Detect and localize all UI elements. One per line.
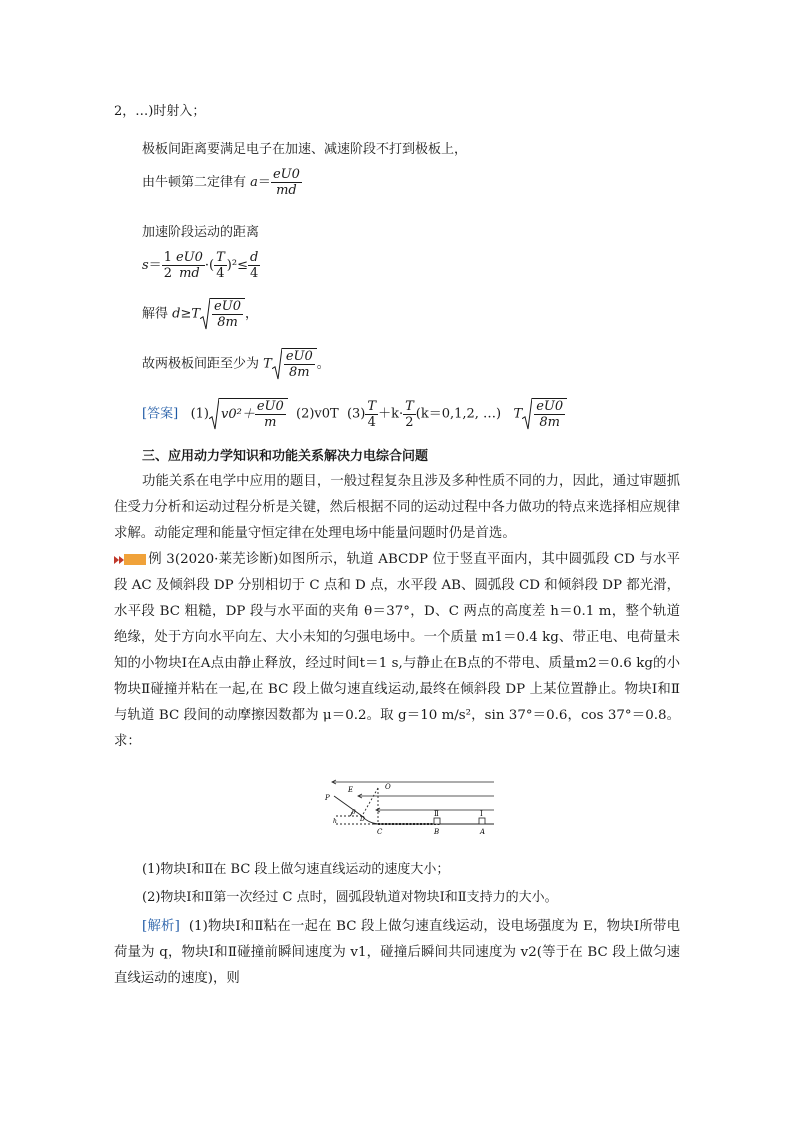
fraction-denominator: md xyxy=(179,266,200,281)
question-2: (2)物块Ⅰ和Ⅱ第一次经过 C 点时，圆弧段轨道对物块Ⅰ和Ⅱ支持力的大小。 xyxy=(142,890,558,905)
fraction-eU0-m xyxy=(255,399,286,430)
answer-4-T: T xyxy=(513,406,523,422)
label-A: A xyxy=(480,828,486,836)
sqrt-eU0-8m xyxy=(200,298,245,330)
fraction-T-4 xyxy=(214,250,227,281)
fraction-denominator: 2 xyxy=(163,266,172,281)
fraction-numerator: eU0 xyxy=(285,349,313,364)
fraction-denominator: 8m xyxy=(539,415,560,430)
answer-tag: [答案] xyxy=(142,406,179,422)
sqrt-answer-1 xyxy=(209,398,288,430)
label-C: C xyxy=(377,828,383,836)
label-block-i: Ⅰ xyxy=(480,810,483,818)
fraction-eU0-md xyxy=(174,250,205,281)
text-line-continuation: 2，…)时射入； xyxy=(114,104,206,119)
fraction-denominator: m xyxy=(264,415,277,430)
fraction-eU0-8m xyxy=(284,349,315,380)
section-heading: 三、应用动力学知识和功能关系解决力电综合问题 xyxy=(142,449,429,464)
radical-icon xyxy=(209,398,219,430)
var-s: s xyxy=(142,258,149,273)
fraction-denominator: 8m xyxy=(217,315,238,330)
comma: ， xyxy=(244,306,258,322)
fraction-T-4 xyxy=(365,399,378,430)
radical-icon xyxy=(200,298,210,330)
fraction-numerator: eU0 xyxy=(175,250,203,265)
answer-3-plus-k: ＋k· xyxy=(378,406,404,422)
fraction-numerator: T xyxy=(405,398,414,414)
analysis-paragraph xyxy=(114,914,680,992)
fraction-numerator: 1 xyxy=(163,250,172,265)
var-a: a xyxy=(250,175,258,190)
equals-sign: ＝ xyxy=(148,258,162,273)
fraction-numerator: eU0 xyxy=(256,399,284,414)
answer-part-2: (2)v0T xyxy=(296,406,339,422)
fraction-numerator: d xyxy=(249,250,259,265)
text-prefix: 解得 xyxy=(142,306,169,322)
fraction-d-4 xyxy=(248,250,260,281)
answer-1-velocity: v0²＋ xyxy=(220,407,255,422)
label-block-ii: Ⅱ xyxy=(434,810,439,818)
fraction-numerator: eU0 xyxy=(536,399,564,414)
fraction-eU0-8m xyxy=(534,399,565,430)
fraction-numerator: T xyxy=(367,398,377,414)
fraction-eU0-8m xyxy=(212,299,243,330)
inequality-d-T: d≥T xyxy=(172,306,201,322)
text-line-distance: 加速阶段运动的距离 xyxy=(142,225,260,240)
answer-part-3: (3) xyxy=(346,406,366,422)
square-leq: )²≤ xyxy=(226,258,248,273)
fraction-denominator: 4 xyxy=(216,266,225,281)
fraction-denominator: md xyxy=(276,183,297,198)
text-line-condition: 极板间距离要满足电子在加速、减速阶段不打到极板上， xyxy=(142,142,468,157)
dot-paren: ·( xyxy=(204,258,215,273)
fraction-numerator: eU0 xyxy=(272,167,300,182)
incline-and-arc xyxy=(334,788,378,824)
equation-min-distance xyxy=(142,348,330,380)
example-label: 例 3 xyxy=(148,552,175,567)
equals-sign: ＝ xyxy=(257,175,271,190)
example-text: (2020·莱芜诊断)如图所示，轨道 ABCDP 位于竖直平面内，其中圆弧段 CD 与水平段 AC 及倾斜段 DP 分别相切于 C 点和 D 点，水平段 AB、圆弧段 CD 和倾斜段 DP 都光滑，水平段 BC 粗糙，DP 段与水平面的夹角 θ＝37°，D、C 两点的高度差 h＝0.1 m，整个轨道绝缘，处于方向水平向左、大小未知的匀强电场中。一个质量 m1＝0.4 kg、带正电、电荷量未知的小物块Ⅰ在A点由静止释放，经过时间t＝1 s,与静止在B点的不带电、质量m2＝0.6 kg的小物块Ⅱ碰撞并粘在一起,在 BC 段上做匀速直线运动,最终在倾斜段 DP 上某位置静止。物块Ⅰ和Ⅱ与轨道 BC 段间的动摩擦因数都为 μ＝0.2。取 g＝10 m/s²，sin 37°＝0.6，cos 37°＝0.8。求： xyxy=(114,552,681,749)
sqrt-eU0-8m xyxy=(272,348,317,380)
fraction-denominator: 4 xyxy=(367,414,376,430)
label-O: O xyxy=(385,783,391,791)
label-B: B xyxy=(434,828,440,836)
equation-newton xyxy=(142,167,302,198)
section-paragraph: 功能关系在电学中应用的题目，一般过程复杂且涉及多种性质不同的力，因此，通过审题抓住受力分析和运动过程分析是关键，然后根据不同的运动过程中各力做功的特点来选择相应规律求解。动能定理和能量守恒定律在处理电场中能量问题时仍是首选。 xyxy=(114,474,680,541)
equation-solve-d xyxy=(142,298,258,330)
example-badge xyxy=(124,554,146,565)
sqrt-answer-4 xyxy=(522,398,567,430)
analysis-tag: [解析] xyxy=(142,919,180,934)
answer-line xyxy=(142,398,567,430)
period: 。 xyxy=(316,356,330,372)
label-h: h xyxy=(333,818,337,825)
label-E: E xyxy=(348,786,354,794)
block-i xyxy=(479,818,485,824)
label-D: D xyxy=(360,816,365,823)
example-paragraph xyxy=(114,547,680,755)
track-figure xyxy=(322,776,498,846)
fraction-numerator: eU0 xyxy=(214,299,241,314)
text-prefix: 故两极板间距至少为 xyxy=(142,356,260,372)
fraction-denominator: 2 xyxy=(405,414,414,430)
fraction-numerator: T xyxy=(216,250,225,265)
answer-3-k-range: (k＝0,1,2, …) xyxy=(415,406,502,422)
field-lines xyxy=(332,780,494,812)
block-ii xyxy=(434,818,440,824)
text-prefix: 由牛顿第二定律有 xyxy=(142,175,247,190)
label-theta: θ xyxy=(352,809,356,816)
radical-icon xyxy=(522,398,532,430)
fraction-T-2 xyxy=(403,399,416,430)
question-1: (1)物块Ⅰ和Ⅱ在 BC 段上做匀速直线运动的速度大小； xyxy=(142,862,450,877)
label-P: P xyxy=(325,794,330,802)
fraction-half xyxy=(162,250,174,281)
equation-distance xyxy=(142,250,260,281)
analysis-text: (1)物块Ⅰ和Ⅱ粘在一起在 BC 段上做匀速直线运动，设电场强度为 E，物块Ⅰ所带电荷量为 q，物块Ⅰ和Ⅱ碰撞前瞬间速度为 v1，碰撞后瞬间共同速度为 v2(等于在 BC 段上做匀速直线运动的速度)，则 xyxy=(114,919,681,986)
fraction-eU0-md xyxy=(271,167,302,198)
fraction-denominator: 8m xyxy=(288,365,310,380)
var-T: T xyxy=(263,356,272,372)
fraction-denominator: 4 xyxy=(249,266,259,281)
double-arrow-icon xyxy=(114,556,124,564)
radical-icon xyxy=(272,348,282,380)
answer-part-1: (1) xyxy=(190,406,209,422)
